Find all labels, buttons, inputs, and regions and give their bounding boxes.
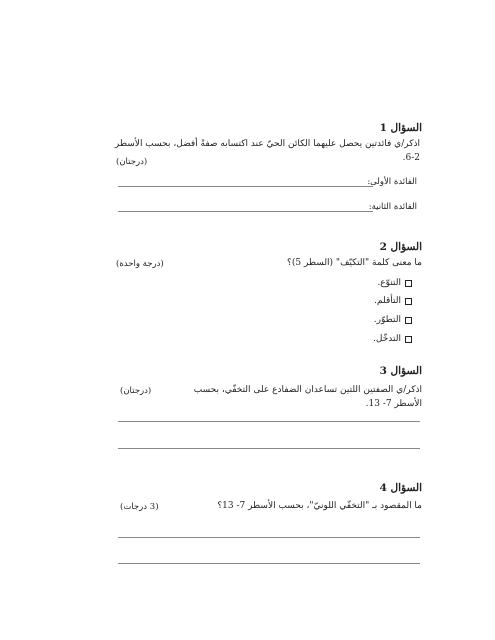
question-2-marks: (درجة واحدة) bbox=[116, 259, 164, 269]
question-4-title: السؤال 4 bbox=[379, 482, 422, 494]
option-1-label: التنوّع. bbox=[377, 278, 401, 288]
option-4[interactable] bbox=[373, 334, 412, 344]
question-3-marks: (درجتان) bbox=[120, 386, 152, 396]
question-1-title: السؤال 1 bbox=[379, 122, 422, 134]
question-1-marks: (درجتان) bbox=[116, 157, 148, 167]
checkbox-icon[interactable] bbox=[405, 336, 412, 343]
option-4-label: التدخّل. bbox=[373, 334, 401, 344]
option-1[interactable] bbox=[377, 278, 412, 288]
checkbox-icon[interactable] bbox=[405, 298, 412, 305]
benefit-2-label: الفائدة الثانية: bbox=[368, 202, 417, 212]
option-3-label: التطوّر. bbox=[373, 315, 401, 325]
question-2-title: السؤال 2 bbox=[379, 241, 422, 253]
checkbox-icon[interactable] bbox=[405, 280, 412, 287]
benefit-2-answer-line[interactable] bbox=[118, 211, 373, 212]
question-3-text: اذكر/ي الصفتين اللتين تساعدان الضفادع على التخفّي، بحسب الأسطر 7- 13. bbox=[193, 385, 422, 409]
option-3[interactable] bbox=[374, 315, 412, 325]
benefit-1-answer-line[interactable] bbox=[118, 186, 373, 187]
question-1-text: اذكر/ي فائدتين يحصل عليهما الكائن الحيّ عند اكتسابه صفةً أفضل، بحسب الأسطر 2-6. bbox=[114, 139, 420, 163]
question-3-title: السؤال 3 bbox=[379, 365, 422, 377]
checkbox-icon[interactable] bbox=[405, 317, 412, 324]
option-2-label: التأقلم. bbox=[374, 296, 401, 306]
question-4-answer-line-2[interactable] bbox=[118, 563, 420, 564]
question-2-text: ما معنى كلمة "التكيّف" (السطر 5)؟ bbox=[287, 258, 422, 268]
question-4-text: ما المقصود بـ "التخفّي اللونيّ"، بحسب الأسطر 7- 13؟ bbox=[217, 501, 422, 511]
question-4-answer-line-1[interactable] bbox=[118, 537, 420, 538]
option-2[interactable] bbox=[374, 296, 412, 306]
benefit-1-label: الفائدة الأولى: bbox=[367, 177, 417, 187]
question-4-marks: (3 درجات) bbox=[120, 502, 159, 512]
question-3-answer-line-2[interactable] bbox=[118, 448, 420, 449]
question-3-answer-line-1[interactable] bbox=[118, 421, 420, 422]
